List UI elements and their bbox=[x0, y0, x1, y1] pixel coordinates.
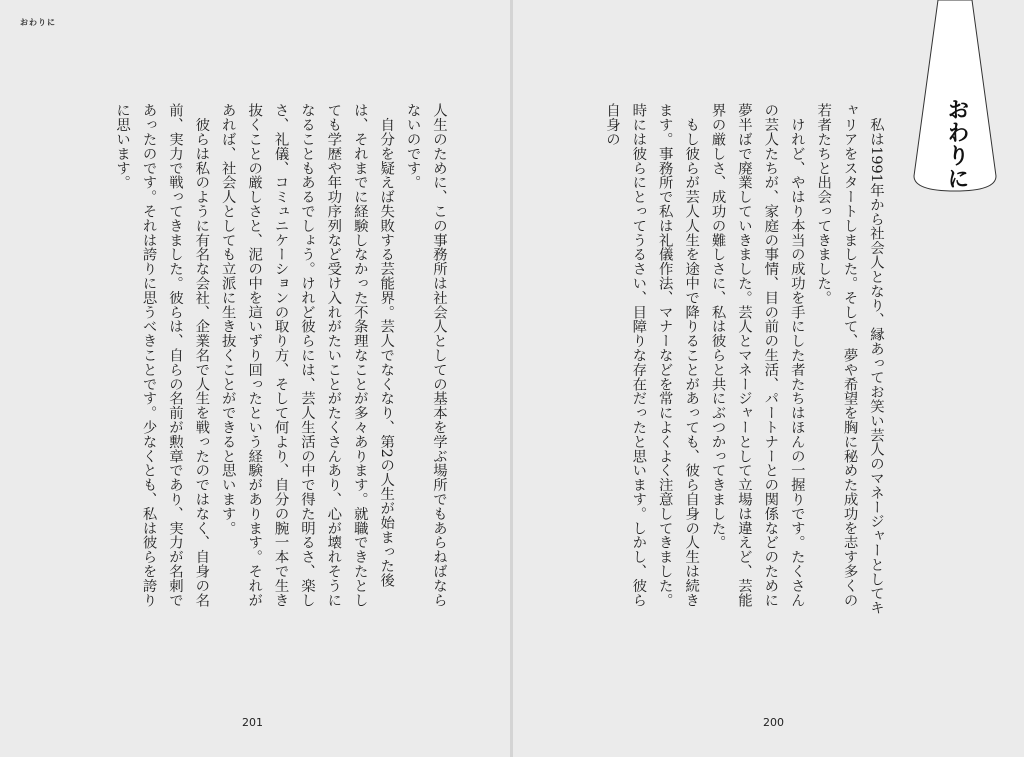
right-page-body-text bbox=[567, 103, 889, 615]
page-number-right: 200 bbox=[763, 716, 784, 729]
chapter-tab bbox=[910, 0, 1000, 195]
left-page bbox=[0, 0, 510, 757]
right-paragraph-2: けれど、やはり本当の成功を手にした者たちはほんの一握りです。たくさんの芸人たちが、家庭の事情、目の前の生活、パートナーとの関係などのために夢半ばで廃業していきました。芸人とマネージャーとして立場は違えど、芸能界の厳しさ、成功の難しさに、私は彼らと共にぶつかってきました。 bbox=[709, 103, 805, 607]
right-paragraph-3: もし彼らが芸人人生を途中で降りることがあっても、彼ら自身の人生は続きます。事務所で私は礼儀作法、マナーなどを常によくよく注意してきました。時には彼らにとってうるさい、目障りな存在だったと思います。しかし、彼ら自身の bbox=[603, 103, 700, 607]
left-paragraph-2: 自分を疑えば失敗する芸能界。芸人でなくなり、第2の人生が始まった後は、それまでに経験しなかった不条理なことが多々あります。就職できたとしても学歴や年功序列など受け入れがたいことがたくさんあり、心が壊れそうになることもあるでしょう。けれど彼らには、芸人生活の中で得た明るさ、楽しさ、礼儀、コミュニケーションの取り方、そして何より、自分の腕一本で生き抜くことの厳しさと、泥の中を這いずり回ったという経験があります。それがあれば、社会人としても立派に生き抜くことができると思います。 bbox=[219, 103, 395, 607]
chapter-tab-title: おわりに bbox=[944, 98, 969, 190]
right-paragraph-1: 私は1991年から社会人となり、縁あってお笑い芸人のマネージャーとしてキャリアをスタートしました。そして、夢や希望を胸に秘めた成功を志す多くの若者たちと出会ってきました。 bbox=[815, 103, 884, 615]
left-paragraph-3: 彼らは私のように有名な会社、企業名で人生を戦ったのではなく、自身の名前、実力で戦ってきました。彼らは、自らの名前が勲章であり、実力が名刺であったのです。それは誇りに思うべきことです。少なくとも、私は彼らを誇りに思います。 bbox=[114, 103, 210, 607]
left-page-body-text bbox=[52, 103, 452, 615]
left-paragraph-1: 人生のために、この事務所は社会人としての基本を学ぶ場所でもあらねばならないのです。 bbox=[404, 103, 447, 607]
running-head: おわりに bbox=[20, 18, 56, 27]
page-number-left: 201 bbox=[242, 716, 263, 729]
